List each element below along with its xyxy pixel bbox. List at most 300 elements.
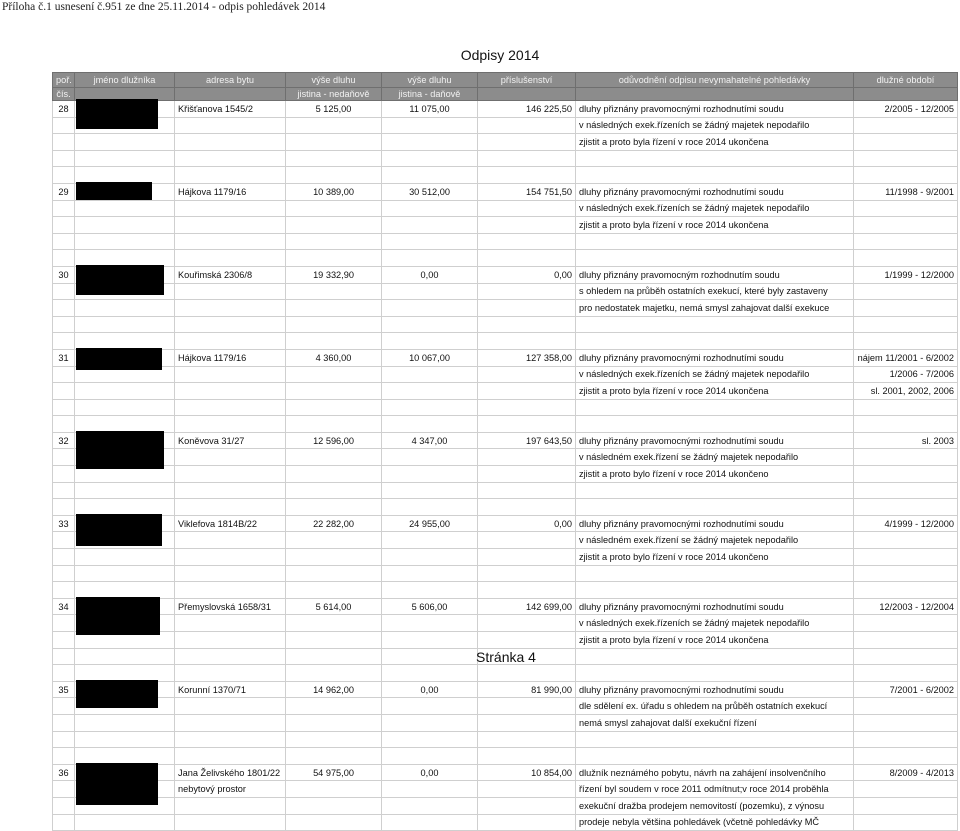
spacer-cell <box>286 167 382 184</box>
cell-order-no: 34 <box>53 598 75 615</box>
spacer-cell <box>478 582 576 599</box>
cell-accessories <box>478 366 576 383</box>
spacer-cell <box>53 333 75 350</box>
cell-debt-tax <box>382 615 478 632</box>
table-row <box>53 565 958 582</box>
cell-debt-nontax <box>286 200 382 217</box>
col-subheader-number: čís. <box>53 88 75 101</box>
spacer-row <box>53 582 958 599</box>
cell-justification: nemá smysl zahajovat další exekuční řízení <box>576 714 854 731</box>
table-row <box>53 366 958 383</box>
cell-debt-nontax <box>286 366 382 383</box>
cell-accessories: 127 358,00 <box>478 349 576 366</box>
cell-accessories <box>478 632 576 649</box>
cell-order-no <box>53 781 75 798</box>
table-row <box>53 781 958 798</box>
cell-debt-tax <box>382 283 478 300</box>
cell-debt-nontax <box>286 814 382 831</box>
cell-flat-address: Hájkova 1179/16 <box>175 349 286 366</box>
cell-debtor-name <box>75 366 175 383</box>
table-row <box>53 117 958 134</box>
cell-debt-nontax <box>286 233 382 250</box>
spacer-row <box>53 250 958 267</box>
cell-accessories <box>478 316 576 333</box>
cell-debt-tax <box>382 632 478 649</box>
table-row <box>53 698 958 715</box>
cell-accessories <box>478 814 576 831</box>
cell-flat-address <box>175 466 286 483</box>
cell-accessories <box>478 698 576 715</box>
cell-debt-tax <box>382 200 478 217</box>
cell-debtor-name <box>75 217 175 234</box>
cell-debt-nontax: 14 962,00 <box>286 681 382 698</box>
cell-debt-period <box>854 399 958 416</box>
cell-flat-address <box>175 549 286 566</box>
spacer-cell <box>854 748 958 765</box>
spacer-cell <box>478 250 576 267</box>
cell-debtor-name <box>75 681 175 698</box>
spacer-row <box>53 748 958 765</box>
cell-debt-nontax: 4 360,00 <box>286 349 382 366</box>
spacer-cell <box>175 748 286 765</box>
cell-debtor-name <box>75 714 175 731</box>
spacer-cell <box>175 333 286 350</box>
spacer-cell <box>75 250 175 267</box>
cell-accessories: 146 225,50 <box>478 101 576 118</box>
table-row <box>53 797 958 814</box>
cell-flat-address <box>175 399 286 416</box>
cell-debt-nontax <box>286 316 382 333</box>
cell-justification: dle sdělení ex. úřadu s ohledem na průběh ostatních exekucí <box>576 698 854 715</box>
cell-order-no <box>53 466 75 483</box>
spacer-cell <box>175 582 286 599</box>
col-header-debt-tax: výše dluhu <box>382 73 478 88</box>
table-row <box>53 349 958 366</box>
cell-debt-tax: 10 067,00 <box>382 349 478 366</box>
cell-debt-period <box>854 134 958 151</box>
table-row <box>53 598 958 615</box>
cell-flat-address <box>175 532 286 549</box>
cell-flat-address <box>175 383 286 400</box>
cell-justification: dluhy přiznány pravomocnými rozhodnutími soudu <box>576 681 854 698</box>
cell-order-no <box>53 632 75 649</box>
cell-justification <box>576 482 854 499</box>
table-row <box>53 233 958 250</box>
cell-debt-period: 2/2005 - 12/2005 <box>854 101 958 118</box>
spacer-cell <box>382 665 478 682</box>
table-row <box>53 814 958 831</box>
spacer-cell <box>75 333 175 350</box>
cell-debt-tax <box>382 797 478 814</box>
col-header-order-no: poř. <box>53 73 75 88</box>
cell-debt-period: nájem 11/2001 - 6/2002 <box>854 349 958 366</box>
cell-debt-tax <box>382 731 478 748</box>
spacer-cell <box>478 665 576 682</box>
cell-accessories <box>478 797 576 814</box>
col-subheader-empty <box>478 88 576 101</box>
cell-justification: v následných exek.řízeních se žádný majetek nepodařilo <box>576 200 854 217</box>
cell-debt-tax <box>382 399 478 416</box>
page-number: Stránka 4 <box>476 649 536 665</box>
cell-debt-tax: 24 955,00 <box>382 515 478 532</box>
spacer-cell <box>382 416 478 433</box>
spacer-cell <box>854 333 958 350</box>
cell-debtor-name <box>75 101 175 118</box>
cell-flat-address <box>175 117 286 134</box>
spacer-row <box>53 167 958 184</box>
cell-debtor-name <box>75 466 175 483</box>
cell-accessories <box>478 134 576 151</box>
cell-debt-tax <box>382 117 478 134</box>
cell-order-no <box>53 615 75 632</box>
cell-flat-address <box>175 300 286 317</box>
cell-debt-tax <box>382 814 478 831</box>
cell-justification: zjistit a proto bylo řízení v roce 2014 ukončeno <box>576 466 854 483</box>
spacer-cell <box>75 499 175 516</box>
cell-flat-address <box>175 449 286 466</box>
cell-order-no <box>53 200 75 217</box>
cell-order-no <box>53 482 75 499</box>
cell-debt-period <box>854 797 958 814</box>
cell-debt-period: 1/1999 - 12/2000 <box>854 266 958 283</box>
cell-flat-address: Jana Želivského 1801/22 <box>175 764 286 781</box>
cell-justification <box>576 316 854 333</box>
cell-accessories <box>478 714 576 731</box>
cell-debtor-name <box>75 117 175 134</box>
cell-accessories <box>478 615 576 632</box>
col-subheader-empty <box>576 88 854 101</box>
table-row <box>53 714 958 731</box>
page-title: Odpisy 2014 <box>460 47 540 63</box>
cell-debt-period <box>854 300 958 317</box>
cell-debtor-name <box>75 183 175 200</box>
spacer-cell <box>854 167 958 184</box>
spacer-cell <box>576 748 854 765</box>
cell-debt-tax: 30 512,00 <box>382 183 478 200</box>
spacer-cell <box>53 748 75 765</box>
cell-debt-nontax <box>286 399 382 416</box>
table-row <box>53 466 958 483</box>
cell-debtor-name <box>75 698 175 715</box>
cell-justification: pro nedostatek majetku, nemá smysl zahajovat další exekuce <box>576 300 854 317</box>
table-row <box>53 101 958 118</box>
cell-debt-period <box>854 714 958 731</box>
cell-order-no <box>53 814 75 831</box>
cell-justification: v následném exek.řízení se žádný majetek nepodařilo <box>576 449 854 466</box>
cell-debt-period: 8/2009 - 4/2013 <box>854 764 958 781</box>
cell-accessories: 197 643,50 <box>478 432 576 449</box>
cell-debt-nontax <box>286 632 382 649</box>
cell-debt-nontax <box>286 615 382 632</box>
spacer-cell <box>286 333 382 350</box>
cell-flat-address <box>175 150 286 167</box>
table-row <box>53 300 958 317</box>
table-row <box>53 283 958 300</box>
cell-debt-tax <box>382 549 478 566</box>
cell-order-no <box>53 150 75 167</box>
cell-debtor-name <box>75 300 175 317</box>
cell-justification: v následných exek.řízeních se žádný majetek nepodařilo <box>576 615 854 632</box>
cell-justification: dluhy přiznány pravomocnými rozhodnutími soudu <box>576 598 854 615</box>
cell-debt-tax: 0,00 <box>382 681 478 698</box>
cell-order-no <box>53 283 75 300</box>
cell-flat-address <box>175 632 286 649</box>
cell-justification <box>576 399 854 416</box>
cell-debt-period <box>854 814 958 831</box>
cell-accessories <box>478 300 576 317</box>
cell-debt-tax <box>382 449 478 466</box>
table-row <box>53 681 958 698</box>
cell-order-no: 30 <box>53 266 75 283</box>
spacer-cell <box>382 748 478 765</box>
spacer-cell <box>175 499 286 516</box>
spacer-cell <box>75 665 175 682</box>
cell-debt-period: 1/2006 - 7/2006 <box>854 366 958 383</box>
table-row <box>53 632 958 649</box>
spacer-cell <box>286 499 382 516</box>
cell-debt-nontax <box>286 781 382 798</box>
cell-debt-period <box>854 466 958 483</box>
spacer-cell <box>53 499 75 516</box>
cell-debt-tax <box>382 482 478 499</box>
cell-debt-period <box>854 532 958 549</box>
cell-debt-period <box>854 449 958 466</box>
cell-debt-nontax <box>286 300 382 317</box>
table-row <box>53 134 958 151</box>
cell-debt-nontax <box>286 549 382 566</box>
cell-debtor-name <box>75 797 175 814</box>
col-header-debt-period: dlužné období <box>854 73 958 88</box>
cell-order-no <box>53 532 75 549</box>
cell-debtor-name <box>75 150 175 167</box>
cell-order-no <box>53 449 75 466</box>
spacer-cell <box>53 250 75 267</box>
cell-order-no <box>53 134 75 151</box>
cell-order-no <box>53 399 75 416</box>
cell-justification: prodeje nebyla většina pohledávek (včetně pohledávky MČ <box>576 814 854 831</box>
cell-flat-address <box>175 797 286 814</box>
cell-debt-tax: 5 606,00 <box>382 598 478 615</box>
cell-debt-nontax: 10 389,00 <box>286 183 382 200</box>
spacer-cell <box>382 499 478 516</box>
cell-order-no <box>53 316 75 333</box>
write-off-table <box>52 72 958 831</box>
cell-order-no: 33 <box>53 515 75 532</box>
cell-justification: dluhy přiznány pravomocnými rozhodnutími soudu <box>576 183 854 200</box>
cell-debtor-name <box>75 598 175 615</box>
table-row <box>53 383 958 400</box>
cell-debt-nontax <box>286 482 382 499</box>
spacer-cell <box>478 333 576 350</box>
spacer-cell <box>854 582 958 599</box>
cell-order-no <box>53 797 75 814</box>
cell-debt-tax <box>382 134 478 151</box>
cell-debtor-name <box>75 632 175 649</box>
cell-debtor-name <box>75 383 175 400</box>
spacer-cell <box>478 167 576 184</box>
spacer-row <box>53 333 958 350</box>
spacer-cell <box>854 250 958 267</box>
cell-flat-address: Viklefova 1814B/22 <box>175 515 286 532</box>
cell-debt-tax <box>382 150 478 167</box>
cell-debt-tax <box>382 300 478 317</box>
cell-debt-tax <box>382 781 478 798</box>
spacer-cell <box>75 582 175 599</box>
cell-justification: zjistit a proto bylo řízení v roce 2014 ukončeno <box>576 549 854 566</box>
cell-debt-period: sl. 2001, 2002, 2006 <box>854 383 958 400</box>
cell-justification: zjistit a proto byla řízení v roce 2014 ukončena <box>576 632 854 649</box>
cell-flat-address <box>175 366 286 383</box>
cell-debt-tax: 0,00 <box>382 266 478 283</box>
cell-justification: dlužník neznámého pobytu, návrh na zahájení insolvenčního <box>576 764 854 781</box>
cell-debt-tax <box>382 714 478 731</box>
cell-flat-address <box>175 814 286 831</box>
cell-debt-period <box>854 698 958 715</box>
cell-debt-nontax <box>286 532 382 549</box>
spacer-cell <box>175 665 286 682</box>
spacer-cell <box>175 250 286 267</box>
cell-debtor-name <box>75 134 175 151</box>
cell-justification: dluhy přiznány pravomocnými rozhodnutími soudu <box>576 515 854 532</box>
cell-justification: v následném exek.řízení se žádný majetek nepodařilo <box>576 532 854 549</box>
cell-justification <box>576 565 854 582</box>
cell-debtor-name <box>75 349 175 366</box>
cell-debt-period <box>854 632 958 649</box>
cell-debt-tax <box>382 698 478 715</box>
cell-accessories <box>478 200 576 217</box>
spacer-cell <box>382 582 478 599</box>
spacer-cell <box>382 250 478 267</box>
cell-order-no: 32 <box>53 432 75 449</box>
cell-order-no <box>53 117 75 134</box>
cell-debt-period <box>854 117 958 134</box>
cell-debt-tax: 11 075,00 <box>382 101 478 118</box>
cell-debt-nontax <box>286 797 382 814</box>
cell-justification: dluhy přiznány pravomocnými rozhodnutími soudu <box>576 349 854 366</box>
cell-debt-period <box>854 150 958 167</box>
cell-debt-period <box>854 233 958 250</box>
cell-debtor-name <box>75 764 175 781</box>
cell-debtor-name <box>75 515 175 532</box>
spacer-cell <box>286 416 382 433</box>
cell-debtor-name <box>75 283 175 300</box>
table-row <box>53 532 958 549</box>
cell-flat-address <box>175 565 286 582</box>
cell-debt-period: 4/1999 - 12/2000 <box>854 515 958 532</box>
spacer-cell <box>576 250 854 267</box>
cell-flat-address: Koněvova 31/27 <box>175 432 286 449</box>
cell-debt-tax: 4 347,00 <box>382 432 478 449</box>
cell-debtor-name <box>75 316 175 333</box>
spacer-cell <box>576 665 854 682</box>
spacer-cell <box>53 167 75 184</box>
cell-debtor-name <box>75 266 175 283</box>
cell-debt-period <box>854 482 958 499</box>
col-header-flat-address: adresa bytu <box>175 73 286 88</box>
cell-accessories <box>478 565 576 582</box>
cell-accessories: 81 990,00 <box>478 681 576 698</box>
spacer-cell <box>382 333 478 350</box>
cell-debt-nontax <box>286 134 382 151</box>
cell-justification: zjistit a proto byla řízení v roce 2014 ukončena <box>576 383 854 400</box>
spacer-cell <box>75 748 175 765</box>
cell-flat-address <box>175 714 286 731</box>
cell-debt-nontax <box>286 731 382 748</box>
cell-justification: dluhy přiznány pravomocnými rozhodnutími soudu <box>576 101 854 118</box>
spacer-cell <box>854 499 958 516</box>
cell-accessories: 0,00 <box>478 515 576 532</box>
spacer-cell <box>75 167 175 184</box>
cell-debt-period <box>854 283 958 300</box>
cell-justification <box>576 150 854 167</box>
cell-debt-nontax: 5 614,00 <box>286 598 382 615</box>
cell-debtor-name <box>75 200 175 217</box>
cell-accessories <box>478 117 576 134</box>
cell-debt-period <box>854 731 958 748</box>
cell-accessories: 154 751,50 <box>478 183 576 200</box>
table-row <box>53 515 958 532</box>
cell-order-no <box>53 714 75 731</box>
cell-debtor-name <box>75 549 175 566</box>
cell-debt-nontax <box>286 714 382 731</box>
col-subheader-empty <box>854 88 958 101</box>
table-row <box>53 200 958 217</box>
cell-debt-tax <box>382 532 478 549</box>
cell-debt-period <box>854 200 958 217</box>
spacer-cell <box>286 748 382 765</box>
cell-debt-period <box>854 217 958 234</box>
cell-order-no <box>53 549 75 566</box>
spacer-cell <box>854 416 958 433</box>
table-row <box>53 316 958 333</box>
spacer-cell <box>576 333 854 350</box>
cell-justification: dluhy přiznány pravomocným rozhodnutím soudu <box>576 266 854 283</box>
cell-debt-tax <box>382 233 478 250</box>
cell-debt-nontax <box>286 449 382 466</box>
cell-debt-nontax <box>286 565 382 582</box>
cell-debtor-name <box>75 432 175 449</box>
document-header: Příloha č.1 usnesení č.951 ze dne 25.11.2014 - odpis pohledávek 2014 <box>2 1 326 13</box>
cell-flat-address <box>175 698 286 715</box>
cell-justification: exekuční dražba prodejem nemovitostí (pozemku), z výnosu <box>576 797 854 814</box>
cell-flat-address: nebytový prostor <box>175 781 286 798</box>
cell-accessories <box>478 399 576 416</box>
cell-accessories <box>478 150 576 167</box>
cell-flat-address: Hájkova 1179/16 <box>175 183 286 200</box>
cell-flat-address <box>175 134 286 151</box>
cell-justification: v následných exek.řízeních se žádný majetek nepodařilo <box>576 366 854 383</box>
cell-debtor-name <box>75 615 175 632</box>
spacer-cell <box>576 499 854 516</box>
cell-accessories <box>478 283 576 300</box>
cell-flat-address <box>175 233 286 250</box>
cell-flat-address <box>175 217 286 234</box>
spacer-cell <box>382 167 478 184</box>
spacer-cell <box>576 416 854 433</box>
cell-debt-nontax <box>286 383 382 400</box>
cell-debt-period <box>854 316 958 333</box>
cell-debt-nontax <box>286 698 382 715</box>
cell-debtor-name <box>75 532 175 549</box>
cell-debt-period <box>854 615 958 632</box>
cell-debtor-name <box>75 399 175 416</box>
col-header-debt-nontax: výše dluhu <box>286 73 382 88</box>
cell-accessories <box>478 532 576 549</box>
col-header-debtor-name: jméno dlužníka <box>75 73 175 88</box>
cell-flat-address <box>175 482 286 499</box>
spacer-cell <box>75 416 175 433</box>
cell-flat-address: Kouřimská 2306/8 <box>175 266 286 283</box>
